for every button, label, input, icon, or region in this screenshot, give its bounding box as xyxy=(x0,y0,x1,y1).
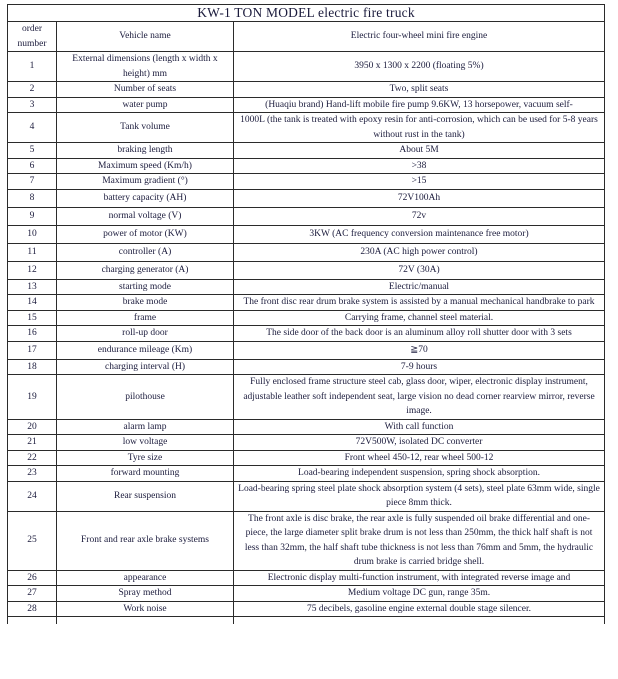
vehicle-name-cell: Tyre size xyxy=(57,450,234,466)
order-cell: 13 xyxy=(8,279,57,295)
order-cell: 4 xyxy=(8,113,57,143)
order-cell: 1 xyxy=(8,52,57,82)
vehicle-name-cell: Work noise xyxy=(57,601,234,617)
value-cell: Load-bearing spring steel plate shock absorption system (4 sets), steel plate 63mm wide, single piece 8mm thick. xyxy=(234,481,605,511)
vehicle-name-cell: brake mode xyxy=(57,295,234,311)
order-cell: 23 xyxy=(8,466,57,482)
value-cell: 7-9 hours xyxy=(234,359,605,375)
value-cell: 72V500W, isolated DC converter xyxy=(234,435,605,451)
value-cell: 230A (AC high power control) xyxy=(234,243,605,261)
order-cell: 17 xyxy=(8,341,57,359)
vehicle-name-cell: battery capacity (AH) xyxy=(57,189,234,207)
table-row xyxy=(8,481,605,511)
value-cell: 72v xyxy=(234,207,605,225)
table-row xyxy=(8,326,605,342)
value-cell: 75 decibels, gasoline engine external double stage silencer. xyxy=(234,601,605,617)
order-cell: 9 xyxy=(8,207,57,225)
vehicle-name-cell: Spray method xyxy=(57,586,234,602)
value-cell: Carrying frame, channel steel material. xyxy=(234,310,605,326)
value-cell: >15 xyxy=(234,174,605,190)
value-cell: Fully enclosed frame structure steel cab, glass door, wiper, electronic display instrument, adjustable leather soft independent seat, large vision no dead corner rearview mirror, reverse image. xyxy=(234,375,605,420)
column-header-vehicle-name: Vehicle name xyxy=(57,22,234,52)
vehicle-name-cell: Number of seats xyxy=(57,82,234,98)
vehicle-name-cell: power of motor (KW) xyxy=(57,225,234,243)
order-cell: 24 xyxy=(8,481,57,511)
vehicle-name-cell: normal voltage (V) xyxy=(57,207,234,225)
vehicle-name-cell: braking length xyxy=(57,143,234,159)
vehicle-name-cell: appearance xyxy=(57,570,234,586)
value-cell: 72V (30A) xyxy=(234,261,605,279)
value-cell: The front axle is disc brake, the rear axle is fully suspended oil brake differential and one-piece, the large diameter split brake drum is not less than 250mm, the thick half shaft is not less than 32mm, the half shaft tube thickness is not less than 76mm and 5mm, the hydraulic drum brake is carried bridge shell. xyxy=(234,511,605,570)
order-cell: 2 xyxy=(8,82,57,98)
table-row xyxy=(8,261,605,279)
order-cell: 26 xyxy=(8,570,57,586)
vehicle-name-cell: Tank volume xyxy=(57,113,234,143)
table-row xyxy=(8,207,605,225)
table-row xyxy=(8,466,605,482)
value-cell: 1000L (the tank is treated with epoxy resin for anti-corrosion, which can be used for 5-8 years without rust in the tank) xyxy=(234,113,605,143)
value-cell: Load-bearing independent suspension, spring shock absorption. xyxy=(234,466,605,482)
order-cell: 18 xyxy=(8,359,57,375)
value-cell: 72V100Ah xyxy=(234,189,605,207)
vehicle-name-cell: starting mode xyxy=(57,279,234,295)
table-row xyxy=(8,511,605,570)
order-cell: 14 xyxy=(8,295,57,311)
vehicle-name-cell: alarm lamp xyxy=(57,419,234,435)
order-cell: 6 xyxy=(8,158,57,174)
table-row xyxy=(8,295,605,311)
table-row xyxy=(8,570,605,586)
table-row xyxy=(8,601,605,617)
order-cell: 21 xyxy=(8,435,57,451)
header-row xyxy=(8,22,605,52)
order-cell: 7 xyxy=(8,174,57,190)
value-cell: Medium voltage DC gun, range 35m. xyxy=(234,586,605,602)
vehicle-name-cell: charging interval (H) xyxy=(57,359,234,375)
table-row xyxy=(8,279,605,295)
table-row xyxy=(8,341,605,359)
table-row xyxy=(8,97,605,113)
value-cell: >38 xyxy=(234,158,605,174)
vehicle-name-cell: controller (A) xyxy=(57,243,234,261)
spec-sheet xyxy=(7,4,605,617)
order-cell: 22 xyxy=(8,450,57,466)
value-cell: 3KW (AC frequency conversion maintenance free motor) xyxy=(234,225,605,243)
table-row xyxy=(8,158,605,174)
order-cell: 5 xyxy=(8,143,57,159)
table-row xyxy=(8,82,605,98)
table-row xyxy=(8,113,605,143)
vehicle-name-cell: Maximum gradient (°) xyxy=(57,174,234,190)
vehicle-name-cell: forward mounting xyxy=(57,466,234,482)
value-cell: Front wheel 450-12, rear wheel 500-12 xyxy=(234,450,605,466)
spec-table-body xyxy=(8,52,605,617)
vehicle-name-cell: endurance mileage (Km) xyxy=(57,341,234,359)
table-row xyxy=(8,419,605,435)
order-cell: 11 xyxy=(8,243,57,261)
value-cell: 3950 x 1300 x 2200 (floating 5%) xyxy=(234,52,605,82)
order-cell: 10 xyxy=(8,225,57,243)
table-row xyxy=(8,243,605,261)
value-cell: With call function xyxy=(234,419,605,435)
column1-border-stub xyxy=(56,617,57,624)
column-header-order-number: order number xyxy=(8,22,57,52)
spec-table xyxy=(7,4,605,617)
order-cell: 19 xyxy=(8,375,57,420)
vehicle-name-cell: Maximum speed (Km/h) xyxy=(57,158,234,174)
vehicle-name-cell: low voltage xyxy=(57,435,234,451)
order-cell: 8 xyxy=(8,189,57,207)
spec-table-head xyxy=(8,5,605,52)
table-row xyxy=(8,174,605,190)
value-cell: Two, split seats xyxy=(234,82,605,98)
vehicle-name-cell: water pump xyxy=(57,97,234,113)
vehicle-name-cell: Front and rear axle brake systems xyxy=(57,511,234,570)
order-cell: 3 xyxy=(8,97,57,113)
vehicle-name-cell: pilothouse xyxy=(57,375,234,420)
value-cell: Electronic display multi-function instrument, with integrated reverse image and xyxy=(234,570,605,586)
value-cell: The front disc rear drum brake system is assisted by a manual mechanical handbrake to park xyxy=(234,295,605,311)
order-cell: 28 xyxy=(8,601,57,617)
order-cell: 15 xyxy=(8,310,57,326)
table-row xyxy=(8,359,605,375)
table-row xyxy=(8,435,605,451)
title-row xyxy=(8,5,605,22)
table-row xyxy=(8,586,605,602)
value-cell: (Huaqiu brand) Hand-lift mobile fire pump 9.6KW, 13 horsepower, vacuum self- xyxy=(234,97,605,113)
value-cell: About 5M xyxy=(234,143,605,159)
table-row xyxy=(8,52,605,82)
value-cell: The side door of the back door is an aluminum alloy roll shutter door with 3 sets xyxy=(234,326,605,342)
table-row xyxy=(8,189,605,207)
vehicle-name-cell: External dimensions (length x width x height) mm xyxy=(57,52,234,82)
table-row xyxy=(8,143,605,159)
vehicle-name-cell: roll-up door xyxy=(57,326,234,342)
table-row xyxy=(8,225,605,243)
value-cell: ≧70 xyxy=(234,341,605,359)
order-cell: 16 xyxy=(8,326,57,342)
order-cell: 25 xyxy=(8,511,57,570)
table-row xyxy=(8,310,605,326)
right-border-stub xyxy=(604,617,605,624)
table-row xyxy=(8,450,605,466)
left-border-stub xyxy=(7,617,8,624)
value-cell: Electric/manual xyxy=(234,279,605,295)
vehicle-name-cell: charging generator (A) xyxy=(57,261,234,279)
column-header-engine-type: Electric four-wheel mini fire engine xyxy=(234,22,605,52)
order-cell: 20 xyxy=(8,419,57,435)
column2-border-stub xyxy=(233,617,234,624)
vehicle-name-cell: Rear suspension xyxy=(57,481,234,511)
page-title: KW-1 TON MODEL electric fire truck xyxy=(8,5,605,22)
order-cell: 12 xyxy=(8,261,57,279)
table-row xyxy=(8,375,605,420)
vehicle-name-cell: frame xyxy=(57,310,234,326)
order-cell: 27 xyxy=(8,586,57,602)
